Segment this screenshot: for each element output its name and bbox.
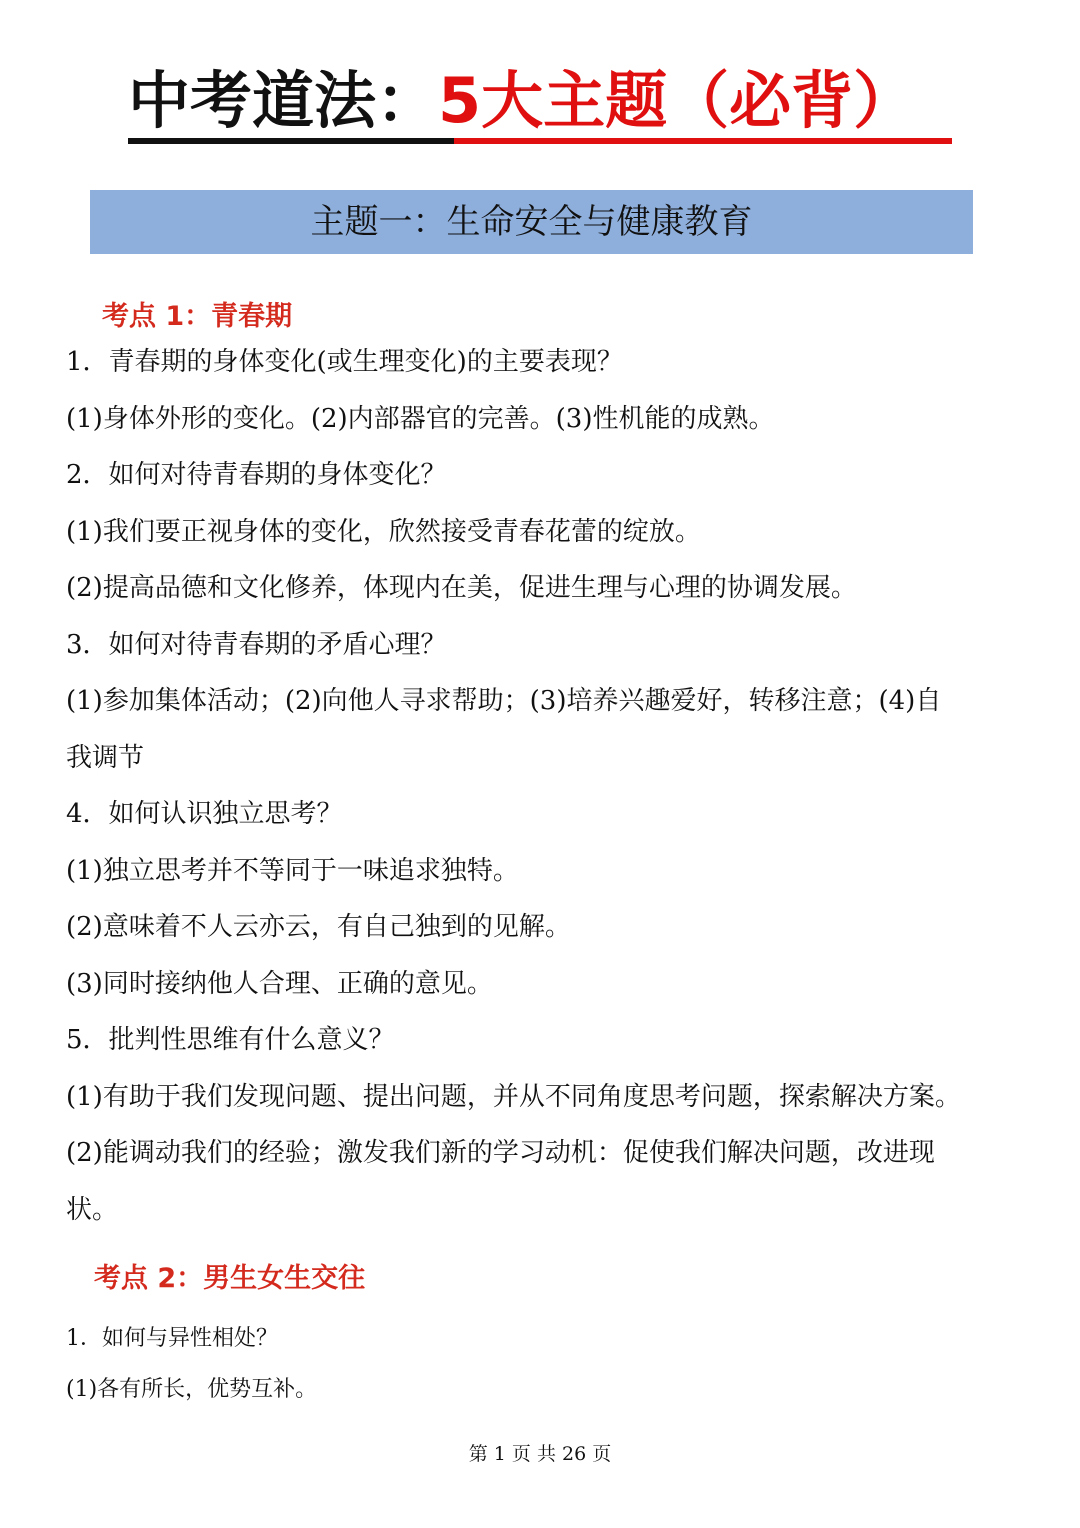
answer-line: (2)提高品德和文化修养，体现内在美，促进生理与心理的协调发展。 bbox=[66, 573, 857, 603]
footer-gong: 共 bbox=[536, 1443, 556, 1465]
page-footer bbox=[0, 1440, 1080, 1468]
answer-line: (1)身体外形的变化。(2)内部器官的完善。(3)性机能的成熟。 bbox=[66, 404, 775, 434]
theme-banner: 主题一：生命安全与健康教育 bbox=[90, 190, 973, 254]
answer-line: (3)同时接纳他人合理、正确的意见。 bbox=[66, 969, 493, 999]
answer-line: (1)独立思考并不等同于一味追求独特。 bbox=[66, 856, 519, 886]
answer-line: (1)我们要正视身体的变化，欣然接受青春花蕾的绽放。 bbox=[66, 517, 701, 547]
page-title bbox=[128, 62, 952, 146]
footer-page-number: 1 bbox=[493, 1443, 506, 1465]
title-black-part: 中考道法： bbox=[128, 64, 439, 137]
answer-line: (1)各有所长，优势互补。 bbox=[66, 1377, 318, 1402]
question-line: 3．如何对待青春期的矛盾心理？ bbox=[66, 630, 447, 660]
footer-di: 第 bbox=[468, 1443, 488, 1465]
answer-line: 状。 bbox=[66, 1195, 119, 1225]
section-heading-1: 考点 1：青春期 bbox=[102, 301, 293, 332]
footer-total-pages: 26 bbox=[562, 1443, 587, 1465]
question-line: 4．如何认识独立思考？ bbox=[66, 799, 343, 829]
answer-line: (1)有助于我们发现问题、提出问题，并从不同角度思考问题，探索解决方案。 bbox=[66, 1082, 961, 1112]
title-underline-red bbox=[454, 138, 952, 144]
title-underline-black bbox=[128, 138, 454, 144]
title-red-part: 5大主题（必背） bbox=[438, 64, 916, 137]
question-line: 1．如何与异性相处？ bbox=[66, 1326, 278, 1351]
answer-line: (2)能调动我们的经验；激发我们新的学习动机：促使我们解决问题，改进现 bbox=[66, 1138, 935, 1168]
question-line: 2．如何对待青春期的身体变化？ bbox=[66, 460, 447, 490]
section-heading-2: 考点 2：男生女生交往 bbox=[94, 1263, 366, 1294]
answer-line: (1)参加集体活动；(2)向他人寻求帮助；(3)培养兴趣爱好，转移注意；(4)自 bbox=[66, 686, 942, 716]
answer-line: 我调节 bbox=[66, 743, 145, 773]
question-line: 1．青春期的身体变化(或生理变化)的主要表现？ bbox=[66, 347, 623, 377]
answer-line: (2)意味着不人云亦云，有自己独到的见解。 bbox=[66, 912, 571, 942]
footer-ye: 页 bbox=[511, 1443, 531, 1465]
question-line: 5．批判性思维有什么意义？ bbox=[66, 1025, 395, 1055]
footer-ye2: 页 bbox=[592, 1443, 612, 1465]
